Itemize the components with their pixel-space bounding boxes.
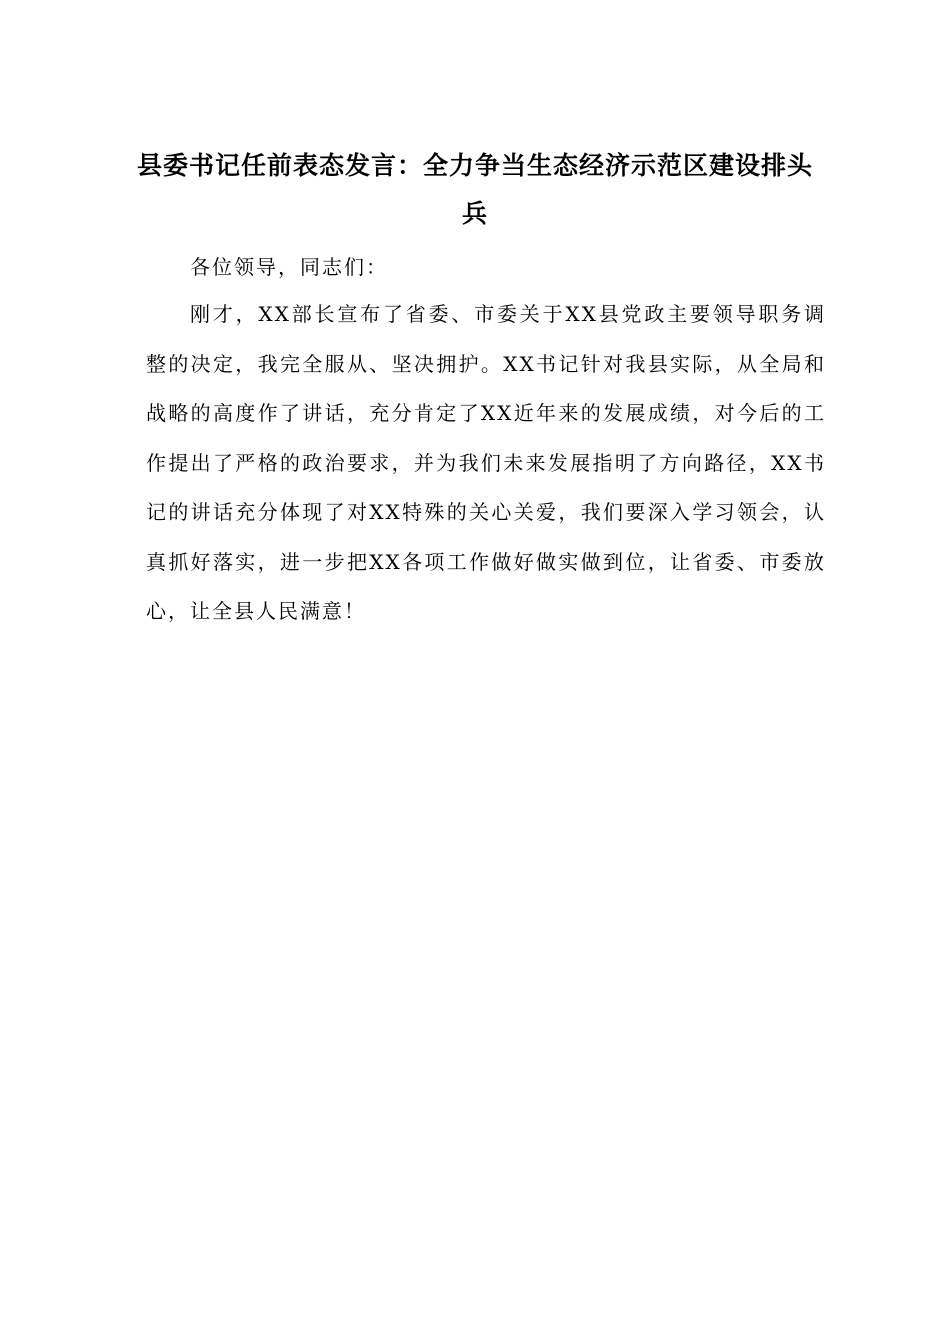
document-title: 县委书记任前表态发言：全力争当生态经济示范区建设排头兵 bbox=[136, 151, 813, 228]
greeting-line: 各位领导，同志们： bbox=[190, 255, 388, 279]
body-paragraph: 刚才，XX部长宣布了省委、市委关于XX县党政主要领导职务调整的决定，我完全服从、坚决拥护。XX书记针对我县实际，从全局和战略的高度作了讲话，充分肯定了XX近年来的发展成绩，对今后的工作提出了严格的政治要求，并为我们未来发展指明了方向路径，XX书记的讲话充分体现了对XX特殊的关心关爱，我们要深入学习领会，认真抓好落实，进一步把XX各项工作做好做实做到位，让省委、市委放心，让全县人民满意！ bbox=[146, 302, 826, 623]
